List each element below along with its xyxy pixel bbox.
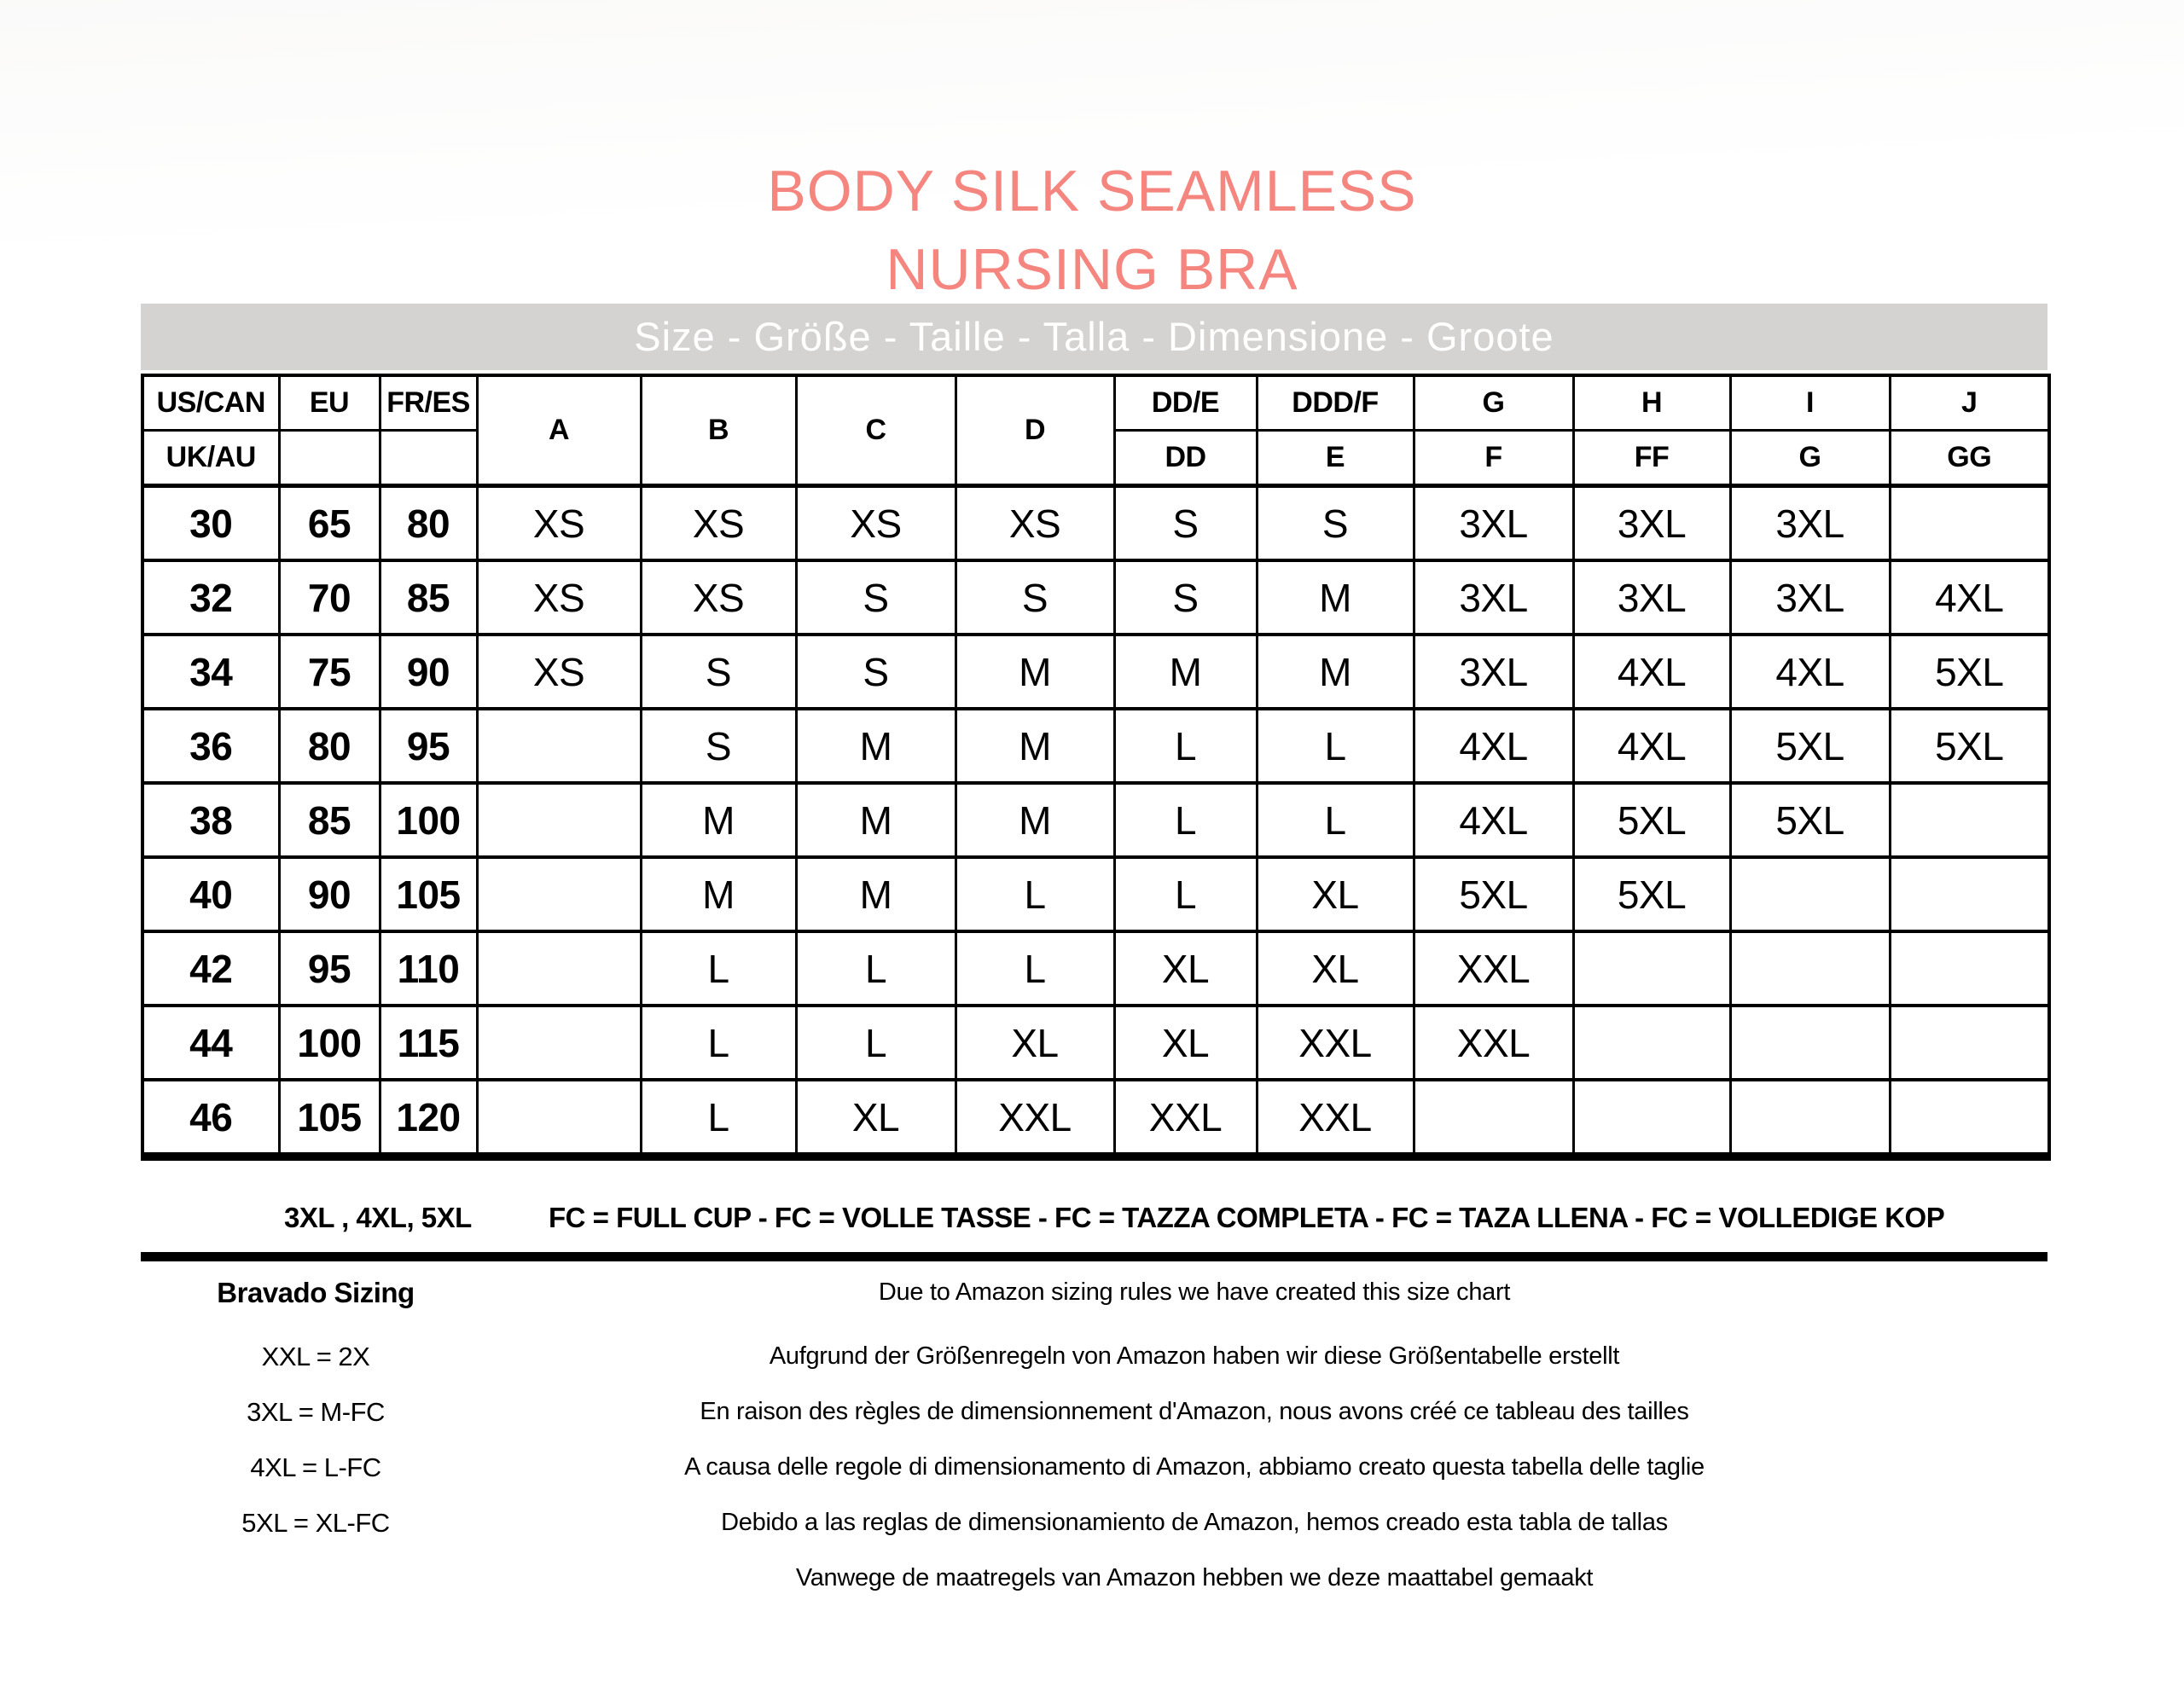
header-cell-cup-f: F (1414, 431, 1573, 486)
cup-size-cell: 4XL (1890, 560, 2049, 635)
size-banner: Size - Größe - Taille - Talla - Dimensione - Groote (141, 304, 2048, 370)
band-size-cell: 75 (279, 635, 380, 709)
band-size-cell: 85 (380, 560, 477, 635)
cup-size-cell: XL (796, 1080, 956, 1157)
page-title (0, 152, 2184, 309)
cup-size-cell: M (796, 857, 956, 931)
cup-size-cell (1730, 931, 1890, 1006)
bravado-mapping: 5XL = XL-FC (241, 1508, 390, 1538)
cup-size-cell: M (956, 783, 1114, 857)
table-row (142, 486, 2049, 561)
cup-size-cell (477, 931, 641, 1006)
cup-size-cell: M (1257, 560, 1414, 635)
amazon-note: En raison des règles de dimensionnement d'Amazon, nous avons créé ce tableau des tailles (700, 1398, 1689, 1425)
header-cell-cup-ff: FF (1573, 431, 1730, 486)
cup-size-cell: S (641, 635, 796, 709)
cup-size-cell: XXL (1257, 1006, 1414, 1080)
cup-size-cell: L (1257, 783, 1414, 857)
band-size-cell: 44 (142, 1006, 279, 1080)
cup-size-cell: XXL (1414, 931, 1573, 1006)
table-row (142, 931, 2049, 1006)
cup-size-cell: 4XL (1414, 783, 1573, 857)
cup-size-cell: XS (641, 560, 796, 635)
cup-size-cell: 3XL (1414, 560, 1573, 635)
cup-size-cell: 4XL (1730, 635, 1890, 709)
amazon-note: Aufgrund der Größenregeln von Amazon haben wir diese Größentabelle erstellt (769, 1342, 1620, 1370)
header-cell-eu: EU (279, 375, 380, 431)
cup-size-cell: L (641, 1006, 796, 1080)
cup-size-cell: 4XL (1573, 709, 1730, 783)
band-size-cell: 34 (142, 635, 279, 709)
cup-size-cell: XXL (1414, 1006, 1573, 1080)
amazon-notes (512, 1265, 1877, 1606)
band-size-cell: 46 (142, 1080, 279, 1157)
cup-size-cell: 5XL (1890, 709, 2049, 783)
amazon-note: Debido a las reglas de dimensionamiento de Amazon, hemos creado esta tabla de tallas (721, 1509, 1668, 1536)
cup-size-cell: L (796, 1006, 956, 1080)
divider-rule (141, 1252, 2048, 1261)
band-size-cell: 90 (279, 857, 380, 931)
cup-size-cell: 4XL (1573, 635, 1730, 709)
size-table (141, 374, 2051, 1161)
header-cell-cup-gg: GG (1890, 431, 2049, 486)
size-table-body (142, 486, 2049, 1157)
cup-size-cell: L (641, 931, 796, 1006)
table-row (142, 560, 2049, 635)
band-size-cell: 42 (142, 931, 279, 1006)
cup-size-cell (1890, 783, 2049, 857)
header-cell-eu-empty (279, 431, 380, 486)
cup-size-cell: 4XL (1414, 709, 1573, 783)
table-row (142, 709, 2049, 783)
legend-fc-text: FC = FULL CUP - FC = VOLLE TASSE - FC = TAZZA COMPLETA - FC = TAZA LLENA - FC = VOLLEDIGE KOP (549, 1202, 1945, 1233)
cup-size-cell: L (956, 931, 1114, 1006)
band-size-cell: 40 (142, 857, 279, 931)
bravado-section (141, 1265, 491, 1551)
title-line-2: NURSING BRA (886, 237, 1298, 302)
table-row (142, 783, 2049, 857)
cup-size-cell: S (1114, 486, 1257, 561)
bravado-mapping: 4XL = L-FC (250, 1452, 381, 1482)
cup-size-cell: M (796, 709, 956, 783)
cup-size-cell: 5XL (1573, 783, 1730, 857)
header-cell-cup-a: A (477, 375, 641, 486)
cup-size-cell: S (1257, 486, 1414, 561)
header-cell-fr-es: FR/ES (380, 375, 477, 431)
header-cell-cup-i: I (1730, 375, 1890, 431)
cup-size-cell: 3XL (1573, 560, 1730, 635)
cup-size-cell: S (796, 560, 956, 635)
header-cell-cup-b: B (641, 375, 796, 486)
cup-size-cell: L (1114, 709, 1257, 783)
header-cell-cup-c: C (796, 375, 956, 486)
band-size-cell: 38 (142, 783, 279, 857)
header-cell-us-can: US/CAN (142, 375, 279, 431)
band-size-cell: 95 (279, 931, 380, 1006)
band-size-cell: 36 (142, 709, 279, 783)
band-size-cell: 105 (380, 857, 477, 931)
cup-size-cell (1414, 1080, 1573, 1157)
cup-size-cell: 3XL (1730, 560, 1890, 635)
cup-size-cell: M (956, 709, 1114, 783)
cup-size-cell: M (641, 783, 796, 857)
header-cell-cup-g: G (1414, 375, 1573, 431)
cup-size-cell: XS (956, 486, 1114, 561)
cup-size-cell: 5XL (1414, 857, 1573, 931)
band-size-cell: 80 (380, 486, 477, 561)
band-size-cell: 115 (380, 1006, 477, 1080)
cup-size-cell: XS (477, 560, 641, 635)
legend-sizes-label: 3XL , 4XL, 5XL (284, 1202, 472, 1233)
table-row (142, 1006, 2049, 1080)
cup-size-cell: XL (1114, 1006, 1257, 1080)
cup-size-cell: L (796, 931, 956, 1006)
cup-size-cell: M (1257, 635, 1414, 709)
header-cell-cup-h: H (1573, 375, 1730, 431)
band-size-cell: 65 (279, 486, 380, 561)
cup-size-cell: 5XL (1890, 635, 2049, 709)
amazon-note: Vanwege de maatregels van Amazon hebben we deze maattabel gemaakt (795, 1564, 1594, 1591)
amazon-note: A causa delle regole di dimensionamento di Amazon, abbiamo creato questa tabella delle taglie (684, 1453, 1705, 1481)
cup-size-cell (477, 709, 641, 783)
band-size-cell: 85 (279, 783, 380, 857)
cup-size-cell: 3XL (1414, 635, 1573, 709)
cup-size-cell: 3XL (1573, 486, 1730, 561)
cup-size-cell: XL (1114, 931, 1257, 1006)
header-cell-cup-j: J (1890, 375, 2049, 431)
band-size-cell: 80 (279, 709, 380, 783)
cup-size-cell (477, 1080, 641, 1157)
header-cell-cup-g2: G (1730, 431, 1890, 486)
legend-row (141, 1198, 2048, 1237)
cup-size-cell (1573, 931, 1730, 1006)
band-size-cell: 110 (380, 931, 477, 1006)
cup-size-cell: XL (1257, 857, 1414, 931)
bravado-heading: Bravado Sizing (217, 1277, 415, 1308)
cup-size-cell: XS (796, 486, 956, 561)
cup-size-cell (1573, 1006, 1730, 1080)
cup-size-cell: 5XL (1730, 783, 1890, 857)
cup-size-cell: L (956, 857, 1114, 931)
cup-size-cell (1573, 1080, 1730, 1157)
cup-size-cell: XXL (956, 1080, 1114, 1157)
band-size-cell: 105 (279, 1080, 380, 1157)
cup-size-cell (477, 783, 641, 857)
bravado-mapping: XXL = 2X (261, 1342, 370, 1371)
cup-size-cell: S (1114, 560, 1257, 635)
band-size-cell: 70 (279, 560, 380, 635)
cup-size-cell (1890, 486, 2049, 561)
header-cell-cup-dd: DD (1114, 431, 1257, 486)
cup-size-cell (1890, 857, 2049, 931)
header-cell-fr-es-empty (380, 431, 477, 486)
cup-size-cell: XS (641, 486, 796, 561)
cup-size-cell (1890, 1080, 2049, 1157)
band-size-cell: 32 (142, 560, 279, 635)
cup-size-cell: 5XL (1573, 857, 1730, 931)
band-size-cell: 100 (279, 1006, 380, 1080)
header-cell-cup-e: E (1257, 431, 1414, 486)
size-table-header (142, 375, 2049, 486)
table-row (142, 1080, 2049, 1157)
cup-size-cell: L (641, 1080, 796, 1157)
cup-size-cell: L (1114, 783, 1257, 857)
band-size-cell: 95 (380, 709, 477, 783)
cup-size-cell: L (1257, 709, 1414, 783)
cup-size-cell: S (641, 709, 796, 783)
header-cell-cup-d: D (956, 375, 1114, 486)
band-size-cell: 100 (380, 783, 477, 857)
cup-size-cell: XL (1257, 931, 1414, 1006)
cup-size-cell: M (641, 857, 796, 931)
cup-size-cell: 5XL (1730, 709, 1890, 783)
cup-size-cell: XXL (1257, 1080, 1414, 1157)
band-size-cell: 90 (380, 635, 477, 709)
cup-size-cell: M (956, 635, 1114, 709)
cup-size-cell (1730, 1080, 1890, 1157)
cup-size-cell: XS (477, 635, 641, 709)
cup-size-cell (477, 857, 641, 931)
cup-size-cell: XXL (1114, 1080, 1257, 1157)
cup-size-cell: M (1114, 635, 1257, 709)
band-size-cell: 30 (142, 486, 279, 561)
cup-size-cell: S (956, 560, 1114, 635)
bravado-mapping: 3XL = M-FC (247, 1397, 385, 1427)
cup-size-cell (477, 1006, 641, 1080)
header-cell-uk-au: UK/AU (142, 431, 279, 486)
bravado-mappings (141, 1329, 491, 1551)
table-row (142, 857, 2049, 931)
cup-size-cell: L (1114, 857, 1257, 931)
cup-size-cell: XL (956, 1006, 1114, 1080)
header-cell-cup-dddf: DDD/F (1257, 375, 1414, 431)
band-size-cell: 120 (380, 1080, 477, 1157)
amazon-note: Due to Amazon sizing rules we have created this size chart (878, 1278, 1511, 1306)
table-row (142, 635, 2049, 709)
cup-size-cell (1730, 1006, 1890, 1080)
cup-size-cell (1890, 931, 2049, 1006)
cup-size-cell: S (796, 635, 956, 709)
cup-size-cell (1730, 857, 1890, 931)
header-row-top (142, 375, 2049, 431)
cup-size-cell: XS (477, 486, 641, 561)
cup-size-cell (1890, 1006, 2049, 1080)
cup-size-cell: M (796, 783, 956, 857)
cup-size-cell: 3XL (1730, 486, 1890, 561)
cup-size-cell: 3XL (1414, 486, 1573, 561)
header-cell-cup-dde: DD/E (1114, 375, 1257, 431)
title-line-1: BODY SILK SEAMLESS (767, 159, 1417, 223)
